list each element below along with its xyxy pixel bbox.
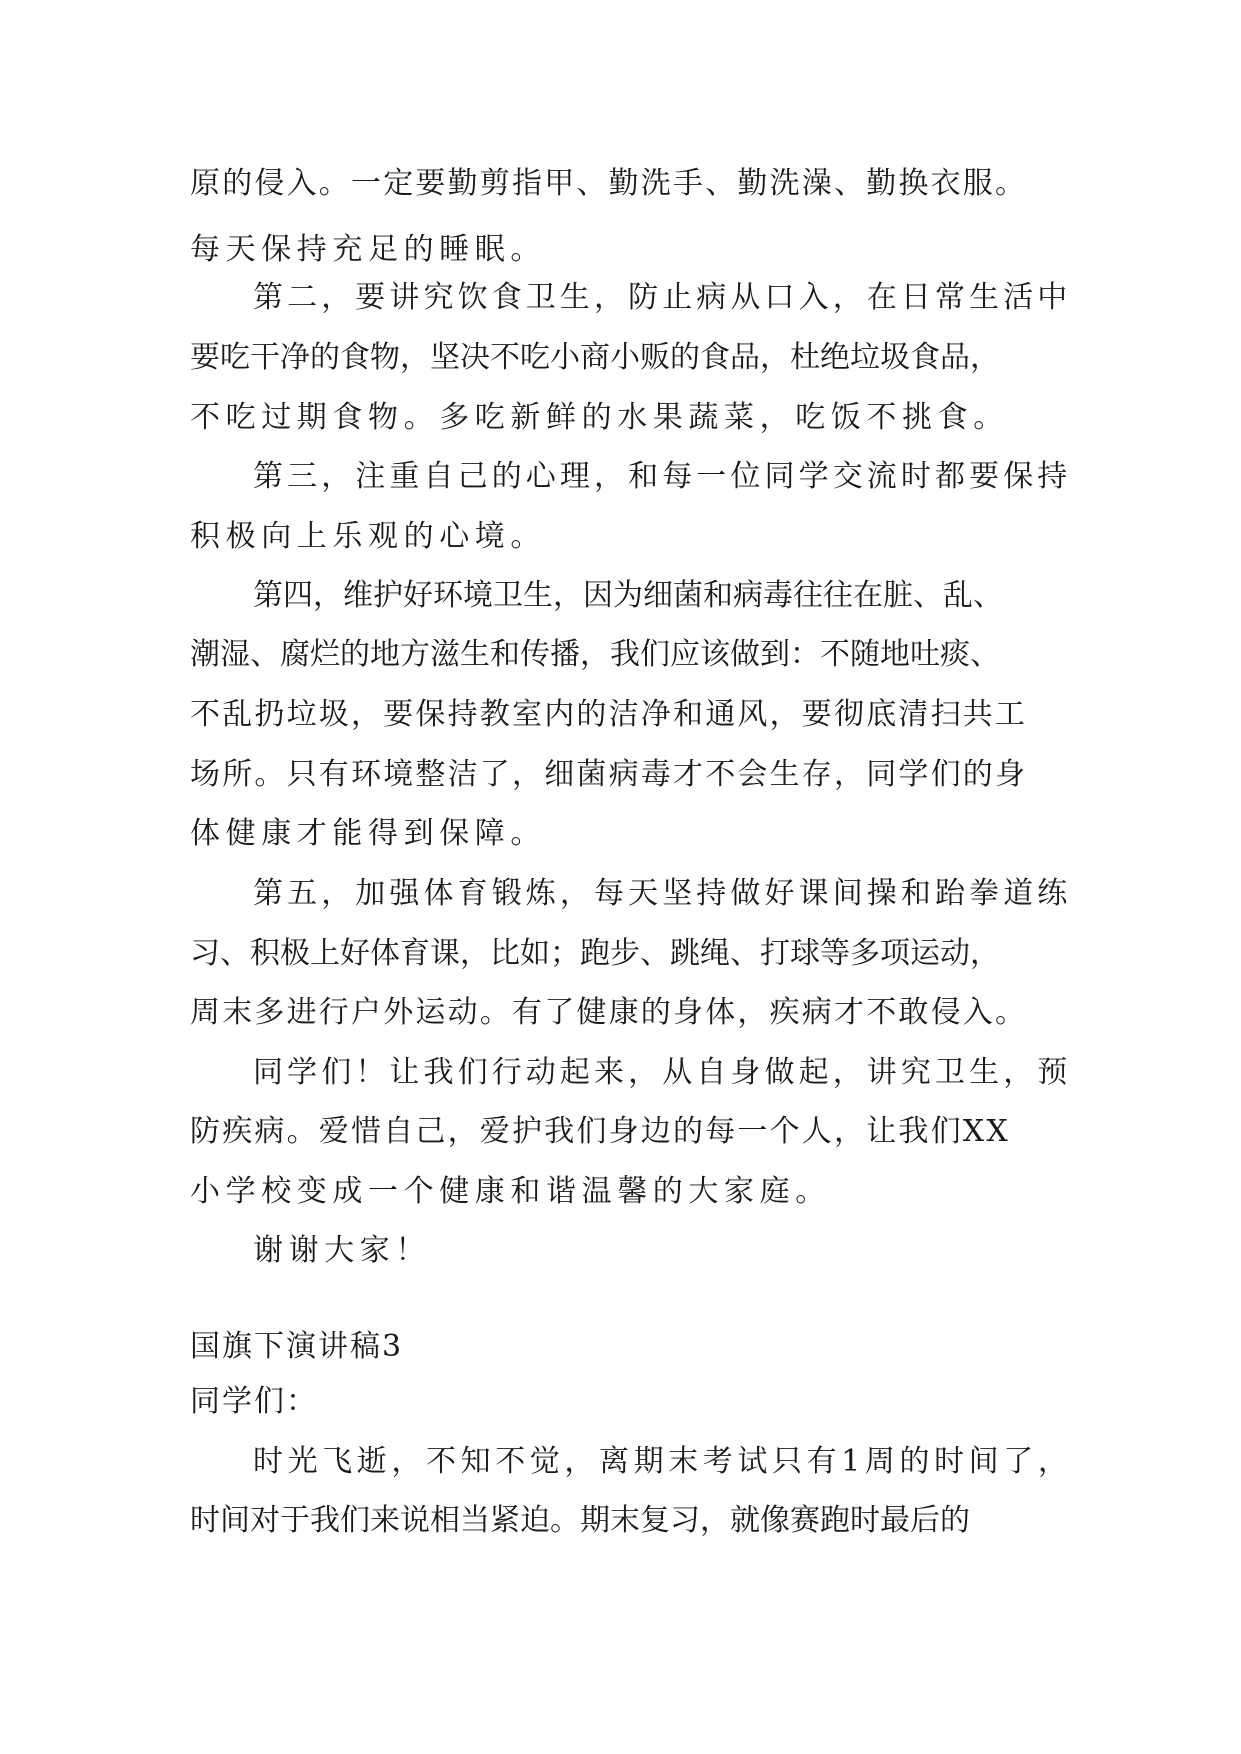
text-line: 积极向上乐观的心境。 xyxy=(190,519,546,554)
text-line: 周末多进行户外运动。有了健康的身体，疾病才不敢侵入。 xyxy=(190,995,1028,1030)
text-line: 不吃过期食物。多吃新鲜的水果蔬菜，吃饭不挑食。 xyxy=(190,400,1009,435)
text-line: 第三，注重自己的心理，和每一位同学交流时都要保持 xyxy=(253,459,1072,494)
text-line: 时间对于我们来说相当紧迫。期末复习，就像赛跑时最后的 xyxy=(190,1503,970,1538)
text-line: 同学们！让我们行动起来，从自身做起，讲究卫生，预 xyxy=(253,1055,1072,1090)
text-line: 习、积极上好体育课，比如；跑步、跳绳、打球等多项运动， xyxy=(190,936,1000,971)
text-line: 不乱扔垃圾，要保持教室内的洁净和通风，要彻底清扫共工 xyxy=(190,697,1028,732)
text-line: 原的侵入。一定要勤剪指甲、勤洗手、勤洗澡、勤换衣服。 xyxy=(190,166,1028,201)
section-heading: 国旗下演讲稿3 xyxy=(190,1329,404,1364)
text-line: 小学校变成一个健康和谐温馨的大家庭。 xyxy=(190,1174,831,1209)
salutation: 同学们： xyxy=(190,1384,318,1419)
text-line: 潮湿、腐烂的地方滋生和传播，我们应该做到：不随地吐痰、 xyxy=(190,637,1000,672)
text-line: 谢谢大家！ xyxy=(253,1233,431,1268)
text-line: 第五，加强体育锻炼，每天坚持做好课间操和跆拳道练 xyxy=(253,876,1072,911)
text-line: 场所。只有环境整洁了，细菌病毒才不会生存，同学们的身 xyxy=(190,757,1028,792)
text-line: 要吃干净的食物，坚决不吃小商小贩的食品，杜绝垃圾食品， xyxy=(190,340,1000,375)
text-line: 每天保持充足的睡眠。 xyxy=(190,232,546,267)
text-line: 第四，维护好环境卫生，因为细菌和病毒往往在脏、乱、 xyxy=(253,578,1003,613)
text-line: 体健康才能得到保障。 xyxy=(190,816,546,851)
text-line: 时光飞逝，不知不觉，离期末考试只有1周的时间了， xyxy=(253,1444,1073,1479)
text-line: 防疾病。爱惜自己，爱护我们身边的每一个人，让我们XX xyxy=(190,1114,1010,1149)
text-line: 第二，要讲究饮食卫生，防止病从口入，在日常生活中 xyxy=(253,280,1072,315)
